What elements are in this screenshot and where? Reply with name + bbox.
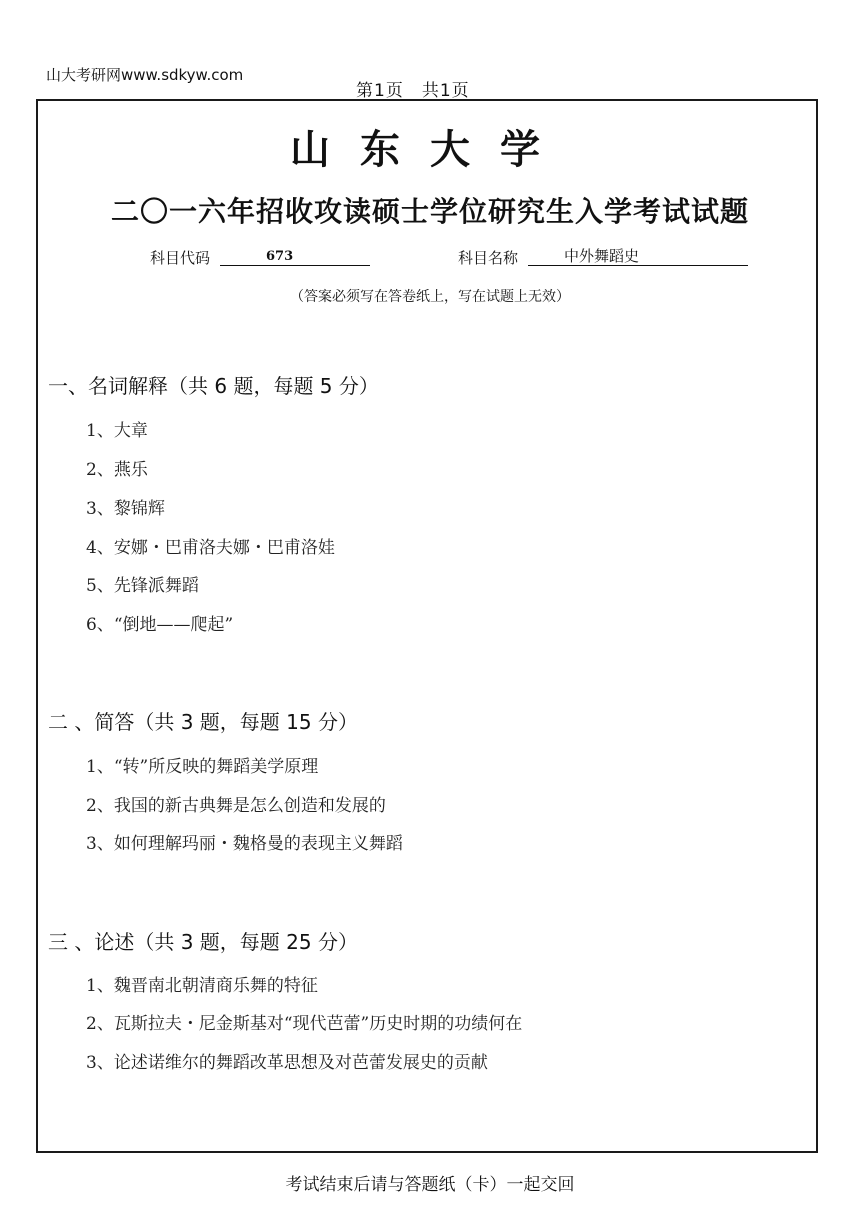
question-item: 1、大章 bbox=[86, 421, 148, 441]
page-number: 第1页 共1页 bbox=[356, 81, 470, 101]
question-item: 6、“倒地——爬起” bbox=[86, 615, 234, 635]
section-heading-2: 二 、简答（共 3 题，每题 15 分） bbox=[48, 710, 358, 734]
question-item: 2、瓦斯拉夫・尼金斯基对“现代芭蕾”历史时期的功绩何在 bbox=[86, 1014, 523, 1034]
question-item: 2、燕乐 bbox=[86, 460, 148, 480]
question-item: 3、如何理解玛丽・魏格曼的表现主义舞蹈 bbox=[86, 834, 403, 854]
question-item: 3、论述诺维尔的舞蹈改革思想及对芭蕾发展史的贡献 bbox=[86, 1053, 488, 1073]
question-item: 5、先锋派舞蹈 bbox=[86, 576, 199, 596]
section-heading-1: 一、名词解释（共 6 题，每题 5 分） bbox=[48, 374, 379, 398]
question-item: 1、魏晋南北朝清商乐舞的特征 bbox=[86, 976, 318, 996]
university-name: 山东大学 bbox=[290, 127, 570, 173]
question-item: 1、“转”所反映的舞蹈美学原理 bbox=[86, 757, 319, 777]
answer-note: （答案必须写在答卷纸上，写在试题上无效） bbox=[290, 289, 570, 305]
subject-name-label: 科目名称 bbox=[458, 249, 519, 267]
section-heading-3: 三 、论述（共 3 题，每题 25 分） bbox=[48, 930, 358, 954]
exam-title: 二〇一六年招收攻读硕士学位研究生入学考试试题 bbox=[110, 195, 749, 228]
watermark-text: 山大考研网www.sdkyw.com bbox=[46, 66, 244, 84]
question-item: 4、安娜・巴甫洛夫娜・巴甫洛娃 bbox=[86, 538, 335, 558]
question-item: 3、黎锦辉 bbox=[86, 499, 165, 519]
footer-instruction: 考试结束后请与答题纸（卡）一起交回 bbox=[285, 1175, 575, 1195]
subject-code-value: 673 bbox=[220, 247, 370, 266]
subject-code-label: 科目代码 bbox=[150, 249, 211, 267]
question-item: 2、我国的新古典舞是怎么创造和发展的 bbox=[86, 796, 386, 816]
subject-name-value: 中外舞蹈史 bbox=[528, 247, 748, 266]
